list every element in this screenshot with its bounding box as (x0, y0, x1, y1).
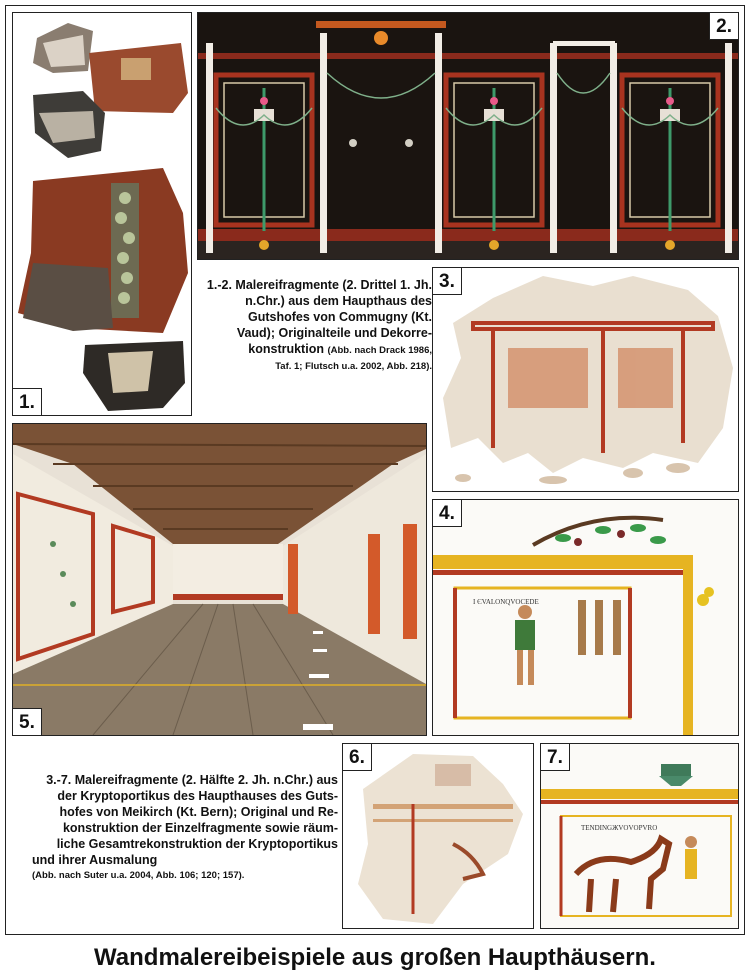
caption-line: der Kryptoportikus des Haupthauses des Guts- (57, 789, 338, 803)
caption-source: (Abb. nach Suter u.a. 2004, Abb. 106; 120; 157). (32, 870, 245, 881)
panel-1-fragments (12, 12, 192, 416)
panel-7-horse-reconstruction (540, 743, 739, 929)
caption-line: konstruktion der Einzelfragmente sowie räum- (62, 821, 338, 835)
fragment-illustration (343, 744, 533, 928)
page-title: Wandmalereibeispiele aus großen Haupthäusern. (94, 944, 656, 971)
reconstruction-illustration (541, 744, 738, 928)
panel-label: 6. (342, 743, 372, 771)
caption-line: Gutshofes von Commugny (Kt. (247, 310, 432, 324)
corridor-illustration (13, 424, 426, 735)
caption-line: 3.-7. Malereifragmente (2. Hälfte 2. Jh. n.Chr.) aus (46, 773, 338, 787)
panel-5-cryptoporticus-reconstruction (12, 423, 427, 736)
caption-source: (Abb. nach Drack 1986, (327, 345, 432, 356)
fragments-illustration (13, 13, 191, 415)
panel-4-figure-reconstruction (432, 499, 739, 736)
caption-line: Vaud); Originalteile und Dekorre- (236, 326, 432, 340)
panel-label: 7. (540, 743, 570, 771)
fresco-inscription: TENDINGЖVOVOPVRO (581, 824, 658, 832)
fragment-illustration (433, 268, 738, 491)
panel-label: 5. (12, 708, 42, 736)
panel-2-wall-reconstruction (197, 12, 739, 260)
panel-3-original-fragment (432, 267, 739, 492)
caption-source-continued: Taf. 1; Flutsch u.a. 2002, Abb. 218). (275, 361, 432, 372)
caption-line: n.Chr.) aus dem Haupthaus des (245, 294, 432, 308)
panel-label: 4. (432, 499, 462, 527)
caption-line: konstruktion (248, 342, 324, 356)
wall-reconstruction-illustration (198, 13, 738, 259)
caption-line: liche Gesamtrekonstruktion der Kryptoportikus (56, 837, 338, 851)
panel-label: 1. (12, 388, 42, 416)
caption-3-7 (20, 772, 338, 884)
caption-line: 1.-2. Malereifragmente (2. Drittel 1. Jh. (206, 278, 432, 292)
caption-1-2 (200, 277, 432, 375)
panel-6-original-fragment (342, 743, 534, 929)
caption-line: und ihrer Ausmalung (32, 853, 158, 867)
panel-label: 2. (709, 12, 739, 40)
caption-line: hofes von Meikirch (Kt. Bern); Original und Re- (59, 805, 338, 819)
panel-label: 3. (432, 267, 462, 295)
reconstruction-illustration (433, 500, 738, 735)
fresco-inscription: I ЄVALONQVOCEDE (473, 598, 539, 606)
